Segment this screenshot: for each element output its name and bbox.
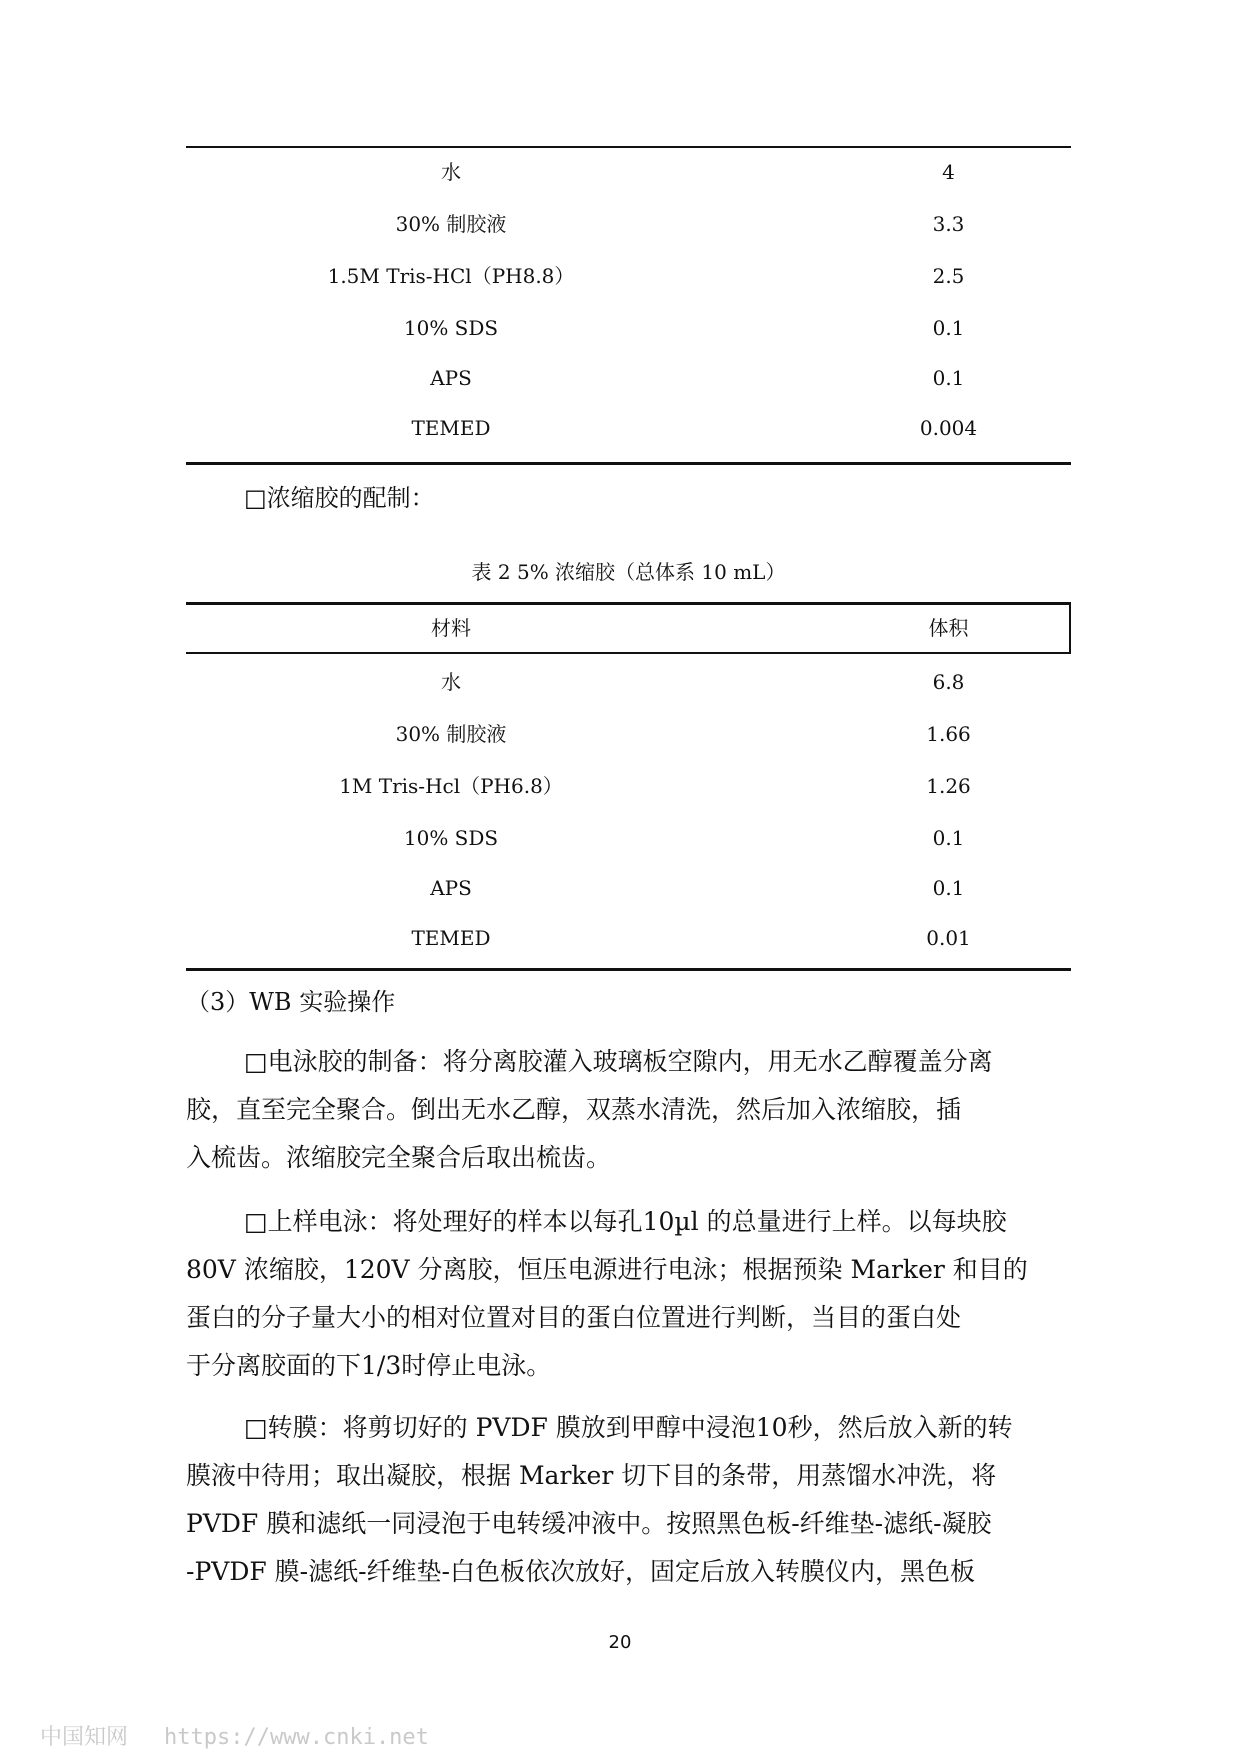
cnki-watermark <box>40 1720 429 1751</box>
table-row <box>186 408 1071 448</box>
material-cell: 1M Tris-Hcl（PH6.8） <box>339 774 563 798</box>
table-header-row <box>186 608 1071 648</box>
table-row <box>186 256 1071 296</box>
paragraph-line: □转膜：将剪切好的 PVDF 膜放到甲醇中浸泡10秒，然后放入新的转 <box>244 1413 1013 1442</box>
volume-cell: 0.1 <box>932 316 965 340</box>
table-row <box>186 868 1071 908</box>
paragraph-line: □电泳胶的制备：将分离胶灌入玻璃板空隙内，用无水乙醇覆盖分离 <box>244 1047 993 1076</box>
material-cell: 水 <box>441 160 461 184</box>
paragraph-line: 80V 浓缩胶，120V 分离胶，恒压电源进行电泳；根据预染 Marker 和目的 <box>186 1255 1028 1284</box>
paragraph-line: 胶，直至完全聚合。倒出无水乙醇，双蒸水清洗，然后加入浓缩胶，插 <box>186 1095 962 1124</box>
paragraph-electrophoresis <box>186 1198 1056 1390</box>
table-caption: 表 2 5% 浓缩胶（总体系 10 mL） <box>471 560 786 584</box>
paragraph-line: 蛋白的分子量大小的相对位置对目的蛋白位置进行判断，当目的蛋白处 <box>186 1303 962 1332</box>
header-material: 材料 <box>431 616 471 640</box>
table-row <box>186 358 1071 398</box>
volume-cell: 6.8 <box>932 670 965 694</box>
table-row <box>186 662 1071 702</box>
material-cell: 10% SDS <box>403 316 499 340</box>
table-top-rule <box>186 146 1071 148</box>
page-number: 20 <box>608 1632 632 1653</box>
volume-cell: 2.5 <box>932 264 965 288</box>
material-cell: APS <box>430 366 472 390</box>
table-bottom-rule <box>186 968 1071 971</box>
table-row <box>186 152 1071 192</box>
material-cell: 1.5M Tris-HCl（PH8.8） <box>327 264 575 288</box>
table-row <box>186 766 1071 806</box>
header-volume: 体积 <box>928 616 969 640</box>
volume-cell: 4 <box>942 160 955 184</box>
material-cell: APS <box>430 876 472 900</box>
volume-cell: 0.01 <box>926 926 971 950</box>
table-bottom-rule <box>186 462 1071 465</box>
volume-cell: 1.26 <box>926 774 971 798</box>
paragraph-line: PVDF 膜和滤纸一同浸泡于电转缓冲液中。按照黑色板-纤维垫-滤纸-凝胶 <box>186 1509 992 1538</box>
table-row <box>186 818 1071 858</box>
paragraph-transfer <box>186 1404 1056 1596</box>
volume-cell: 0.004 <box>919 416 978 440</box>
paragraph-line: -PVDF 膜-滤纸-纤维垫-白色板依次放好，固定后放入转膜仪内，黑色板 <box>186 1557 976 1586</box>
volume-cell: 0.1 <box>932 826 965 850</box>
table-row <box>186 204 1071 244</box>
paragraph-line: 于分离胶面的下1/3时停止电泳。 <box>186 1351 552 1380</box>
paragraph-line: □上样电泳：将处理好的样本以每孔10µl 的总量进行上样。以每块胶 <box>244 1207 1007 1236</box>
paragraph-line: 膜液中待用；取出凝胶，根据 Marker 切下目的条带，用蒸馏水冲洗，将 <box>186 1461 997 1490</box>
volume-cell: 0.1 <box>932 366 965 390</box>
paragraph-gel-preparation <box>186 1038 1056 1182</box>
table-row <box>186 308 1071 348</box>
watermark-url: https://www.cnki.net <box>164 1725 429 1750</box>
watermark-site-name: 中国知网 <box>40 1725 129 1750</box>
material-cell: 30% 制胶液 <box>395 212 507 236</box>
section-heading: （3）WB 实验操作 <box>186 988 396 1016</box>
material-cell: 30% 制胶液 <box>395 722 507 746</box>
table-row <box>186 918 1071 958</box>
volume-cell: 3.3 <box>932 212 965 236</box>
material-cell: TEMED <box>411 926 491 950</box>
material-cell: 10% SDS <box>403 826 499 850</box>
paragraph-line: 入梳齿。浓缩胶完全聚合后取出梳齿。 <box>186 1143 612 1172</box>
material-cell: 水 <box>441 670 461 694</box>
volume-cell: 1.66 <box>926 722 971 746</box>
material-cell: TEMED <box>411 416 491 440</box>
table-row <box>186 714 1071 754</box>
volume-cell: 0.1 <box>932 876 965 900</box>
stacking-gel-heading: □浓缩胶的配制： <box>244 484 435 512</box>
